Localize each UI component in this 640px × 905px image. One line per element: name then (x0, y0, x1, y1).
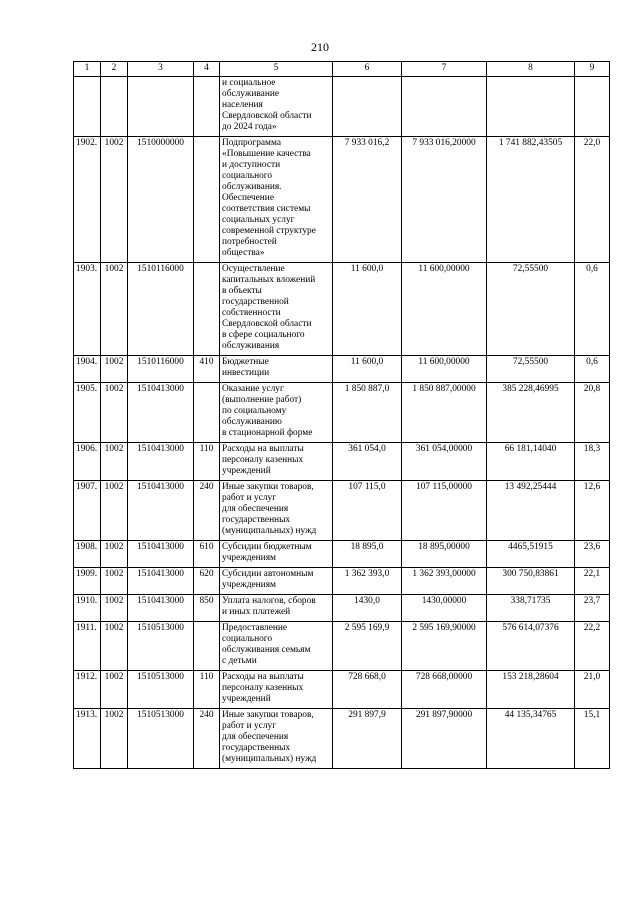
refined-amount-cell: 11 600,00000 (402, 356, 487, 383)
target-article-cell: 1510513000 (128, 622, 194, 671)
table-row (74, 568, 610, 595)
description-cell: Предоставление социального обслуживания семьям с детьми (220, 622, 333, 671)
refined-amount-cell: 18 895,00000 (402, 541, 487, 568)
executed-amount-cell: 13 492,25444 (487, 481, 575, 541)
percent-executed-cell: 12,6 (575, 481, 610, 541)
table-row (74, 137, 610, 263)
refined-amount-cell: 728 668,00000 (402, 671, 487, 709)
table-row (74, 595, 610, 622)
row-number-cell: 1913. (74, 709, 101, 769)
expense-type-cell: 410 (194, 356, 220, 383)
section-code-cell: 1002 (101, 443, 128, 481)
section-code-cell: 1002 (101, 671, 128, 709)
plan-amount-cell: 728 668,0 (333, 671, 402, 709)
row-number-cell (74, 77, 101, 137)
executed-amount-cell: 338,71735 (487, 595, 575, 622)
description-cell: Уплата налогов, сборов и иных платежей (220, 595, 333, 622)
row-number-cell: 1902. (74, 137, 101, 263)
column-header: 9 (575, 62, 610, 77)
refined-amount-cell: 1430,00000 (402, 595, 487, 622)
executed-amount-cell: 153 218,28604 (487, 671, 575, 709)
target-article-cell: 1510116000 (128, 263, 194, 356)
target-article-cell: 1510116000 (128, 356, 194, 383)
executed-amount-cell: 385 228,46995 (487, 383, 575, 443)
description-cell: Субсидии автономным учреждениям (220, 568, 333, 595)
refined-amount-cell (402, 77, 487, 137)
column-header: 7 (402, 62, 487, 77)
description-cell: Иные закупки товаров, работ и услуг для обеспечения государственных (муниципальных) нужд (220, 481, 333, 541)
refined-amount-cell: 107 115,00000 (402, 481, 487, 541)
executed-amount-cell (487, 77, 575, 137)
section-code-cell: 1002 (101, 595, 128, 622)
expense-type-cell (194, 622, 220, 671)
page-number: 210 (311, 40, 329, 54)
target-article-cell: 1510413000 (128, 568, 194, 595)
percent-executed-cell: 20,8 (575, 383, 610, 443)
row-number-cell: 1912. (74, 671, 101, 709)
table-row (74, 383, 610, 443)
section-code-cell: 1002 (101, 709, 128, 769)
row-number-cell: 1903. (74, 263, 101, 356)
target-article-cell: 1510000000 (128, 137, 194, 263)
section-code-cell: 1002 (101, 263, 128, 356)
section-code-cell: 1002 (101, 622, 128, 671)
description-cell: Оказание услуг (выполнение работ) по социальному обслуживанию в стационарной форме (220, 383, 333, 443)
target-article-cell: 1510413000 (128, 383, 194, 443)
row-number-cell: 1909. (74, 568, 101, 595)
row-number-cell: 1907. (74, 481, 101, 541)
column-header: 3 (128, 62, 194, 77)
expense-type-cell: 620 (194, 568, 220, 595)
table-row (74, 77, 610, 137)
refined-amount-cell: 291 897,90000 (402, 709, 487, 769)
table-row (74, 356, 610, 383)
percent-executed-cell (575, 77, 610, 137)
plan-amount-cell: 361 054,0 (333, 443, 402, 481)
refined-amount-cell: 1 362 393,00000 (402, 568, 487, 595)
section-code-cell: 1002 (101, 541, 128, 568)
row-number-cell: 1910. (74, 595, 101, 622)
plan-amount-cell: 7 933 016,2 (333, 137, 402, 263)
section-code-cell: 1002 (101, 481, 128, 541)
plan-amount-cell: 107 115,0 (333, 481, 402, 541)
plan-amount-cell: 11 600,0 (333, 263, 402, 356)
target-article-cell (128, 77, 194, 137)
description-cell: Бюджетные инвестиции (220, 356, 333, 383)
section-code-cell: 1002 (101, 356, 128, 383)
table-row (74, 443, 610, 481)
table-body (74, 77, 610, 769)
row-number-cell: 1908. (74, 541, 101, 568)
row-number-cell: 1905. (74, 383, 101, 443)
refined-amount-cell: 2 595 169,90000 (402, 622, 487, 671)
section-code-cell: 1002 (101, 383, 128, 443)
table-row (74, 709, 610, 769)
section-code-cell: 1002 (101, 568, 128, 595)
plan-amount-cell: 11 600,0 (333, 356, 402, 383)
percent-executed-cell: 15,1 (575, 709, 610, 769)
row-number-cell: 1904. (74, 356, 101, 383)
expense-type-cell (194, 383, 220, 443)
percent-executed-cell: 22,0 (575, 137, 610, 263)
target-article-cell: 1510513000 (128, 709, 194, 769)
description-cell: и социальное обслуживание населения Свердловской области до 2024 года» (220, 77, 333, 137)
expense-type-cell (194, 77, 220, 137)
description-cell: Субсидии бюджетным учреждениям (220, 541, 333, 568)
plan-amount-cell: 18 895,0 (333, 541, 402, 568)
executed-amount-cell: 4465,51915 (487, 541, 575, 568)
target-article-cell: 1510413000 (128, 595, 194, 622)
table-row (74, 541, 610, 568)
refined-amount-cell: 11 600,00000 (402, 263, 487, 356)
target-article-cell: 1510413000 (128, 541, 194, 568)
executed-amount-cell: 72,55500 (487, 356, 575, 383)
percent-executed-cell: 18,3 (575, 443, 610, 481)
column-header: 4 (194, 62, 220, 77)
executed-amount-cell: 576 614,07376 (487, 622, 575, 671)
expense-type-cell: 240 (194, 481, 220, 541)
expense-type-cell: 110 (194, 443, 220, 481)
expense-type-cell: 110 (194, 671, 220, 709)
percent-executed-cell: 22,1 (575, 568, 610, 595)
executed-amount-cell: 1 741 882,43505 (487, 137, 575, 263)
expense-type-cell: 240 (194, 709, 220, 769)
section-code-cell: 1002 (101, 137, 128, 263)
table-row (74, 263, 610, 356)
target-article-cell: 1510513000 (128, 671, 194, 709)
header-row (74, 62, 610, 77)
expense-type-cell: 850 (194, 595, 220, 622)
description-cell: Осуществление капитальных вложений в объекты государственной собственности Свердловской области в сфере социального обслуживания (220, 263, 333, 356)
expense-type-cell (194, 263, 220, 356)
description-cell: Расходы на выплаты персоналу казенных учреждений (220, 443, 333, 481)
plan-amount-cell: 2 595 169,9 (333, 622, 402, 671)
description-cell: Иные закупки товаров, работ и услуг для обеспечения государственных (муниципальных) нужд (220, 709, 333, 769)
plan-amount-cell: 1 850 887,0 (333, 383, 402, 443)
row-number-cell: 1906. (74, 443, 101, 481)
target-article-cell: 1510413000 (128, 481, 194, 541)
plan-amount-cell: 291 897,9 (333, 709, 402, 769)
table-row (74, 622, 610, 671)
refined-amount-cell: 1 850 887,00000 (402, 383, 487, 443)
refined-amount-cell: 7 933 016,20000 (402, 137, 487, 263)
plan-amount-cell: 1430,0 (333, 595, 402, 622)
description-cell: Подпрограмма «Повышение качества и доступности социального обслуживания. Обеспечение соответствия системы социальных услуг современной структуре потребностей общества» (220, 137, 333, 263)
executed-amount-cell: 300 750,83861 (487, 568, 575, 595)
section-code-cell (101, 77, 128, 137)
column-header: 2 (101, 62, 128, 77)
executed-amount-cell: 44 135,34765 (487, 709, 575, 769)
expense-type-cell (194, 137, 220, 263)
percent-executed-cell: 23,6 (575, 541, 610, 568)
column-header: 8 (487, 62, 575, 77)
table-row (74, 671, 610, 709)
column-header: 5 (220, 62, 333, 77)
budget-table (73, 61, 610, 769)
column-header: 1 (74, 62, 101, 77)
percent-executed-cell: 22,2 (575, 622, 610, 671)
target-article-cell: 1510413000 (128, 443, 194, 481)
column-header: 6 (333, 62, 402, 77)
percent-executed-cell: 0,6 (575, 356, 610, 383)
row-number-cell: 1911. (74, 622, 101, 671)
executed-amount-cell: 66 181,14040 (487, 443, 575, 481)
executed-amount-cell: 72,55500 (487, 263, 575, 356)
description-cell: Расходы на выплаты персоналу казенных учреждений (220, 671, 333, 709)
plan-amount-cell: 1 362 393,0 (333, 568, 402, 595)
percent-executed-cell: 23,7 (575, 595, 610, 622)
expense-type-cell: 610 (194, 541, 220, 568)
percent-executed-cell: 21,0 (575, 671, 610, 709)
plan-amount-cell (333, 77, 402, 137)
percent-executed-cell: 0,6 (575, 263, 610, 356)
table-row (74, 481, 610, 541)
refined-amount-cell: 361 054,00000 (402, 443, 487, 481)
